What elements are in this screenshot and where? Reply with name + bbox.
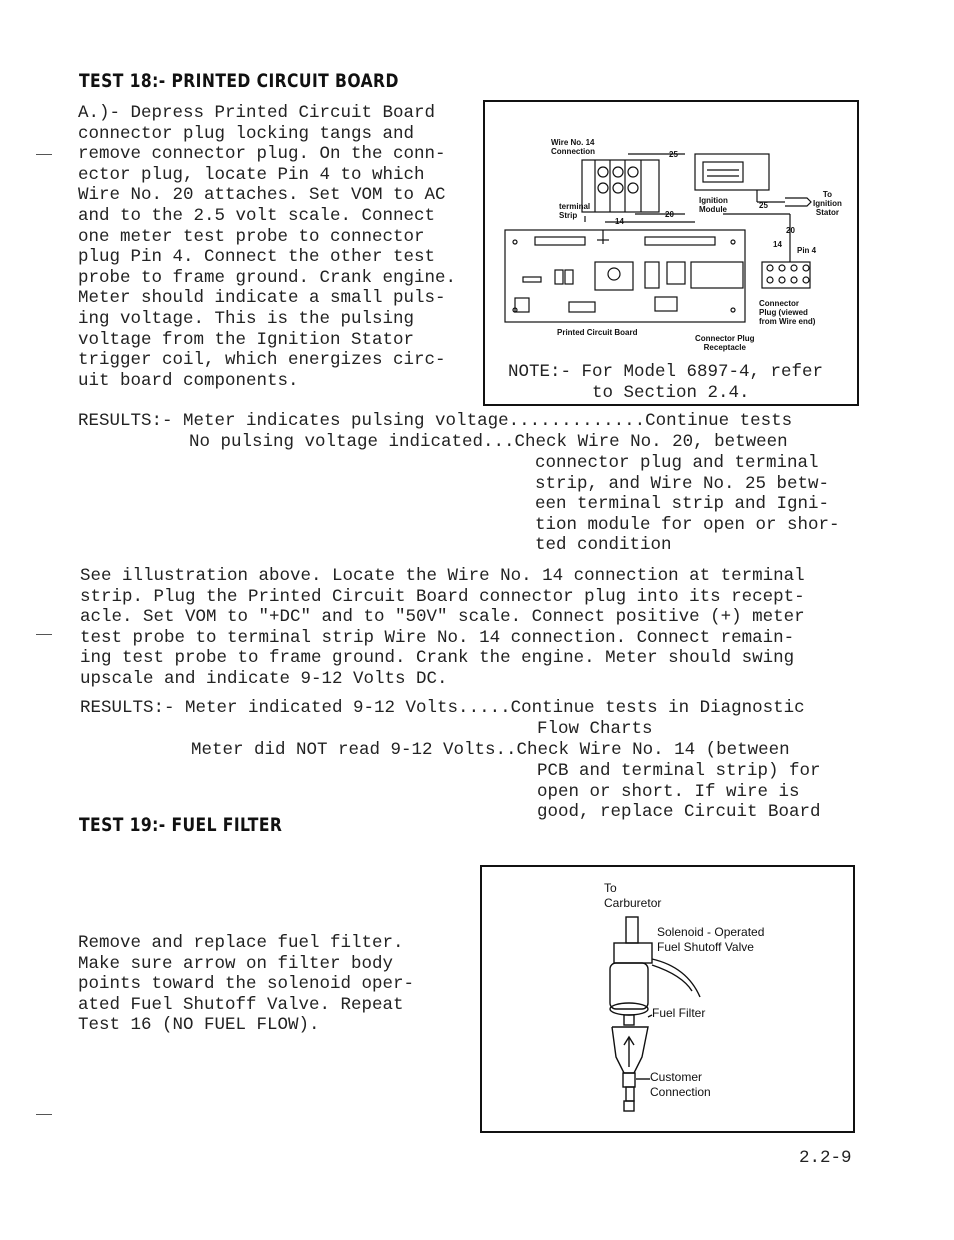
- label-wire14: Wire No. 14 Connection: [551, 138, 595, 156]
- test19-heading: TEST 19:- FUEL FILTER: [79, 814, 283, 836]
- label-to-ignition-stator: To Ignition Stator: [813, 190, 842, 217]
- test18-results1-line2: No pulsing voltage indicated...Check Wire No. 20, between: [189, 432, 788, 452]
- test18-paragraph2: See illustration above. Locate the Wire No. 14 connection at terminal strip. Plug the Printed Circuit Board connector plug into its recept- acle. Set VOM to "+DC" and to "50V" scale. Connect positive (+) meter test probe to terminal strip Wire No. 14 connection. Connect remain- ing test probe to frame ground. Crank the engine. Meter should swing upscale and indicate 9-12 Volts DC.: [80, 566, 805, 689]
- test18-results1-detail: connector plug and terminal strip, and Wire No. 25 betw- een terminal strip and Igni- tion module for open or shor- ted condition: [535, 453, 840, 556]
- page-number: 2.2-9: [799, 1148, 852, 1168]
- label-20a: 20: [665, 210, 674, 219]
- label-ignition-module: Ignition Module: [699, 196, 728, 214]
- margin-mark: [36, 634, 52, 635]
- connector-plug-shape: [762, 262, 810, 288]
- test18-results2-line2: Flow Charts: [537, 719, 653, 739]
- label-terminal-strip: terminal Strip: [559, 202, 591, 220]
- test18-note: NOTE:- For Model 6897-4, refer to Section 2.4.: [508, 362, 824, 403]
- label-25b: 25: [759, 201, 768, 210]
- label-connector-plug-receptacle: Connector Plug Receptacle: [695, 334, 755, 352]
- label-20b: 20: [786, 226, 795, 235]
- pcb-diagram-box: [483, 100, 859, 406]
- strainer-shape: [612, 1027, 648, 1073]
- fuel-filter-diagram-box: [480, 865, 855, 1133]
- label-14b: 14: [773, 240, 782, 249]
- printed-circuit-board-shape: [505, 230, 745, 322]
- test18-results2-line1: RESULTS:- Meter indicated 9-12 Volts.....Continue tests in Diagnostic: [80, 698, 805, 718]
- test18-results2-line3: Meter did NOT read 9-12 Volts..Check Wire No. 14 (between: [191, 740, 790, 760]
- label-printed-circuit-board: Printed Circuit Board: [557, 328, 638, 337]
- label-to-carburetor: To Carburetor: [604, 881, 662, 910]
- test18-heading: TEST 18:- PRINTED CIRCUIT BOARD: [79, 70, 399, 92]
- label-solenoid-valve: Solenoid - Operated Fuel Shutoff Valve: [657, 925, 765, 954]
- solenoid-shape: [626, 917, 638, 943]
- margin-mark: [36, 154, 52, 155]
- label-connector-plug-viewed: Connector Plug (viewed from Wire end): [759, 299, 816, 326]
- test18-results2-detail: PCB and terminal strip) for open or short. If wire is good, replace Circuit Board: [537, 761, 821, 823]
- test18-results1-line1: RESULTS:- Meter indicates pulsing voltage.............Continue tests: [78, 411, 793, 431]
- label-25a: 25: [669, 150, 678, 159]
- fuel-filter-body-shape: [610, 963, 648, 1009]
- label-fuel-filter: Fuel Filter: [652, 1006, 706, 1020]
- label-pin4: Pin 4: [797, 246, 817, 255]
- ignition-module-shape: [695, 154, 769, 190]
- label-14a: 14: [615, 217, 624, 226]
- label-customer-connection: Customer Connection: [650, 1070, 711, 1099]
- test18-intro: A.)- Depress Printed Circuit Board connector plug locking tangs and remove connector plug. On the conn- ector plug, locate Pin 4 to which Wire No. 20 attaches. Set VOM to AC and to the 2.5 volt scale. Connect one meter test probe to connector plug Pin 4. Connect the other test probe to frame ground. Crank engine. Meter should indicate a small puls- ing voltage. This is the pulsing voltage from the Ignition Stator trigger coil, which energizes circ- uit board components.: [78, 103, 457, 391]
- margin-mark: [36, 1114, 52, 1115]
- test19-body: Remove and replace fuel filter. Make sure arrow on filter body points toward the solenoid oper- ated Fuel Shutoff Valve. Repeat Test 16 (NO FUEL FLOW).: [78, 933, 415, 1036]
